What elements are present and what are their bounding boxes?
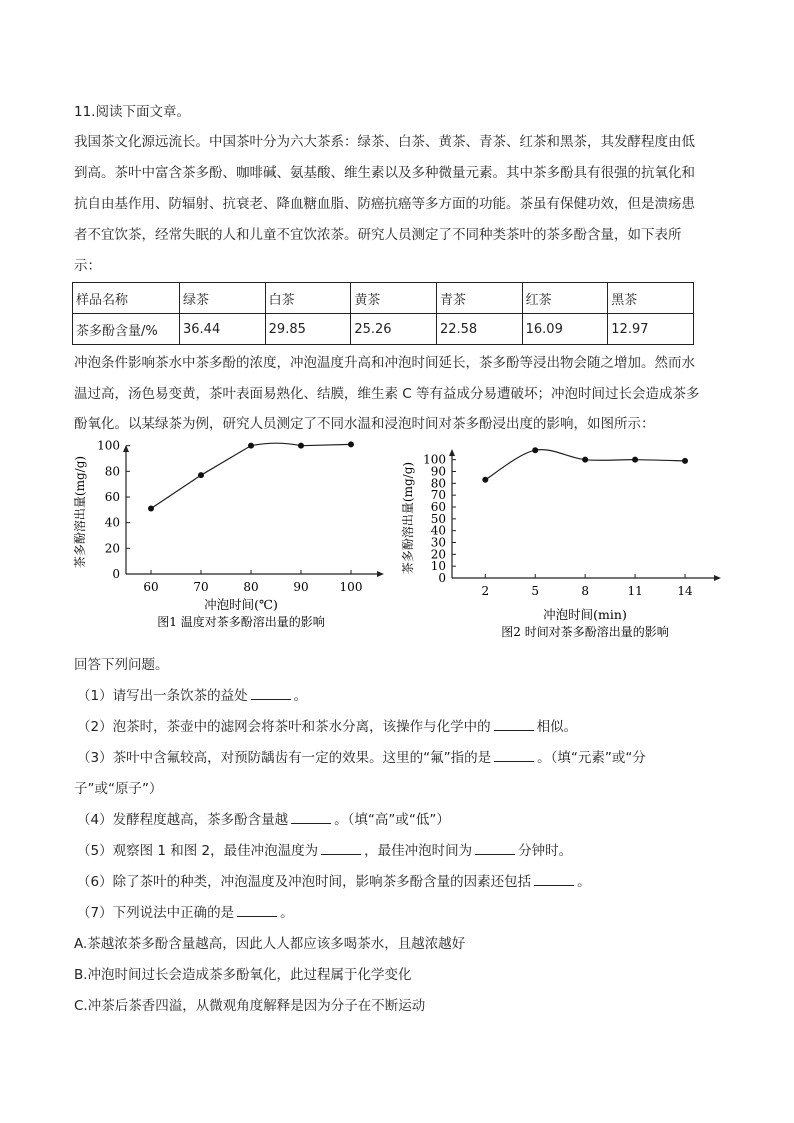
x-tick-label: 70	[193, 580, 209, 594]
table-cell: 茶多酚含量/%	[73, 314, 180, 345]
question-text: 子”或“原子”）	[74, 781, 163, 797]
x-axis	[126, 571, 384, 577]
table-cell: 黄茶	[351, 283, 437, 314]
table-header-row	[73, 283, 694, 314]
y-axis	[449, 449, 455, 578]
body-line-3: 酚氧化。以某绿茶为例，研究人员测定了不同水温和浸泡时间对茶多酚浸出度的影响，如图所示：	[74, 416, 655, 432]
question-1	[77, 686, 307, 706]
x-tick-label: 8	[581, 584, 589, 598]
tea-polyphenol-table	[72, 282, 694, 345]
answer-blank[interactable]	[291, 811, 331, 824]
x-tick-label: 60	[143, 580, 159, 594]
table-cell: 16.09	[522, 314, 608, 345]
question-text: （3）茶叶中含氟较高，对预防龋齿有一定的效果。这里的“氟”指的是	[77, 750, 492, 766]
y-tick-label: 70	[430, 488, 446, 503]
x-tick-label: 100	[339, 580, 363, 594]
data-point	[632, 457, 638, 463]
data-point	[482, 477, 488, 483]
answer-blank[interactable]	[237, 904, 277, 917]
body-line-1: 冲泡条件影响茶水中茶多酚的浓度，冲泡温度升高和冲泡时间延长，茶多酚等浸出物会随之增加。然而水	[74, 355, 695, 371]
question-3-continued	[74, 779, 162, 799]
y-tick-label: 20	[104, 541, 120, 556]
intro-line-1: 我国茶文化源远流长。中国茶叶分为六大茶系：绿茶、白茶、黄茶、青茶、红茶和黑茶，其发酵程度由低	[74, 134, 695, 150]
data-point	[348, 441, 354, 447]
question-text: （2）泡茶时，茶壶中的滤网会将茶叶和茶水分离，该操作与化学中的	[77, 719, 491, 735]
y-axis	[123, 445, 129, 574]
series-line	[485, 450, 685, 480]
time-chart	[398, 446, 728, 646]
table-cell: 红茶	[522, 283, 608, 314]
data-point	[532, 447, 538, 453]
answer-blank[interactable]	[494, 718, 534, 731]
answer-blank[interactable]	[321, 842, 361, 855]
intro-line-5: 示：	[74, 258, 101, 274]
table-cell: 36.44	[180, 314, 266, 345]
table-cell: 绿茶	[180, 283, 266, 314]
x-axis-label: 冲泡时间(℃)	[204, 597, 278, 612]
y-tick-label: 40	[430, 523, 446, 538]
option-b: B.冲泡时间过长会造成茶多酚氧化，此过程属于化学变化	[74, 967, 412, 983]
answer-blank[interactable]	[475, 842, 515, 855]
data-point	[298, 443, 304, 449]
y-tick-label: 60	[430, 500, 446, 514]
y-tick-label: 0	[112, 567, 120, 581]
question-6	[77, 872, 591, 892]
series-line	[151, 443, 351, 508]
y-tick-label: 50	[430, 511, 446, 526]
x-tick-label: 11	[627, 584, 643, 598]
question-text: 相似。	[536, 719, 578, 735]
y-tick-label: 80	[104, 464, 120, 479]
chart-title: 图2 时间对茶多酚溶出量的影响	[501, 625, 669, 639]
data-point	[682, 458, 688, 464]
chart-title: 图1 温度对茶多酚溶出量的影响	[157, 615, 325, 629]
table-cell: 白茶	[265, 283, 351, 314]
x-axis-label: 冲泡时间(min)	[543, 607, 627, 622]
y-axis-label: 茶多酚溶出量(mg/g)	[73, 455, 87, 569]
intro-line-2: 到高。茶叶中富含茶多酚、咖啡碱、氨基酸、维生素以及多种微量元素。其中茶多酚具有很强的抗氧化和	[74, 165, 695, 181]
intro-line-4: 者不宜饮茶，经常失眠的人和儿童不宜饮浓茶。研究人员测定了不同种类茶叶的茶多酚含量，如下表所	[74, 227, 682, 243]
question-text: （4）发酵程度越高，茶多酚含量越	[77, 812, 289, 828]
table-cell: 12.97	[608, 314, 694, 345]
x-tick-label: 2	[481, 584, 490, 598]
question-text: （7）下列说法中正确的是	[77, 905, 235, 921]
answer-blank[interactable]	[251, 687, 291, 700]
question-text: 。	[293, 688, 308, 704]
table-row	[73, 314, 694, 345]
table-cell: 样品名称	[73, 283, 180, 314]
y-axis-label: 茶多酚溶出量(mg/g)	[401, 461, 415, 575]
option-c: C.冲茶后茶香四溢，从微观角度解释是因为分子在不断运动	[74, 998, 426, 1014]
y-tick-label: 20	[430, 547, 446, 562]
x-tick-label: 80	[243, 580, 259, 594]
y-tick-label: 40	[104, 515, 120, 530]
table-cell: 青茶	[436, 283, 522, 314]
question-5	[77, 841, 572, 861]
question-text: 。	[577, 874, 591, 890]
question-text: （6）除了茶叶的种类，冲泡温度及冲泡时间，影响茶多酚含量的因素还包括	[77, 874, 532, 890]
x-axis	[452, 575, 721, 581]
question-4	[77, 810, 450, 830]
question-text: 。（填“元素”或“分	[537, 750, 646, 766]
question-text: （5）观察图 1 和图 2，最佳冲泡温度为	[77, 843, 319, 859]
question-text: 分钟时。	[518, 843, 573, 859]
temperature-chart	[64, 440, 394, 640]
data-point	[148, 506, 154, 512]
intro-line-3: 抗自由基作用、防辐射、抗衰老、降血糖血脂、防癌抗癌等多方面的功能。茶虽有保健功效，但是溃疡患	[74, 196, 695, 212]
answer-prompt: 回答下列问题。	[74, 657, 169, 673]
y-tick-label: 90	[430, 464, 446, 479]
data-point	[198, 472, 204, 478]
table-cell: 黑茶	[608, 283, 694, 314]
y-tick-label: 80	[430, 476, 446, 491]
answer-blank[interactable]	[534, 873, 574, 886]
question-text: （1）请写出一条饮茶的益处	[77, 688, 248, 704]
x-tick-label: 90	[293, 580, 309, 594]
question-7	[77, 903, 294, 923]
question-text: ，最佳冲泡时间为	[364, 843, 473, 859]
question-title: 11.阅读下面文章。	[74, 104, 190, 120]
body-line-2: 温过高，汤色易变黄，茶叶表面易熟化、结膜，维生素 C 等有益成分易遭破坏；冲泡时间过长会造成茶多	[74, 386, 700, 402]
y-tick-label: 60	[104, 490, 120, 504]
y-tick-label: 30	[430, 535, 446, 550]
data-point	[582, 457, 588, 463]
data-point	[248, 443, 254, 449]
table-cell: 22.58	[436, 314, 522, 345]
x-tick-label: 5	[531, 584, 540, 598]
option-a: A.茶越浓茶多酚含量越高，因此人人都应该多喝茶水，且越浓越好	[74, 936, 466, 952]
answer-blank[interactable]	[494, 749, 534, 762]
table-cell: 25.26	[351, 314, 437, 345]
question-2	[77, 717, 577, 737]
question-text: 。（填“高”或“低”）	[334, 812, 450, 828]
question-3	[77, 748, 646, 768]
y-tick-label: 100	[97, 440, 120, 453]
y-tick-label: 10	[430, 559, 446, 574]
question-text: 。	[280, 905, 294, 921]
x-tick-label: 14	[677, 584, 693, 598]
table-cell: 29.85	[265, 314, 351, 345]
y-tick-label: 0	[438, 571, 446, 585]
y-tick-label: 100	[423, 452, 446, 467]
